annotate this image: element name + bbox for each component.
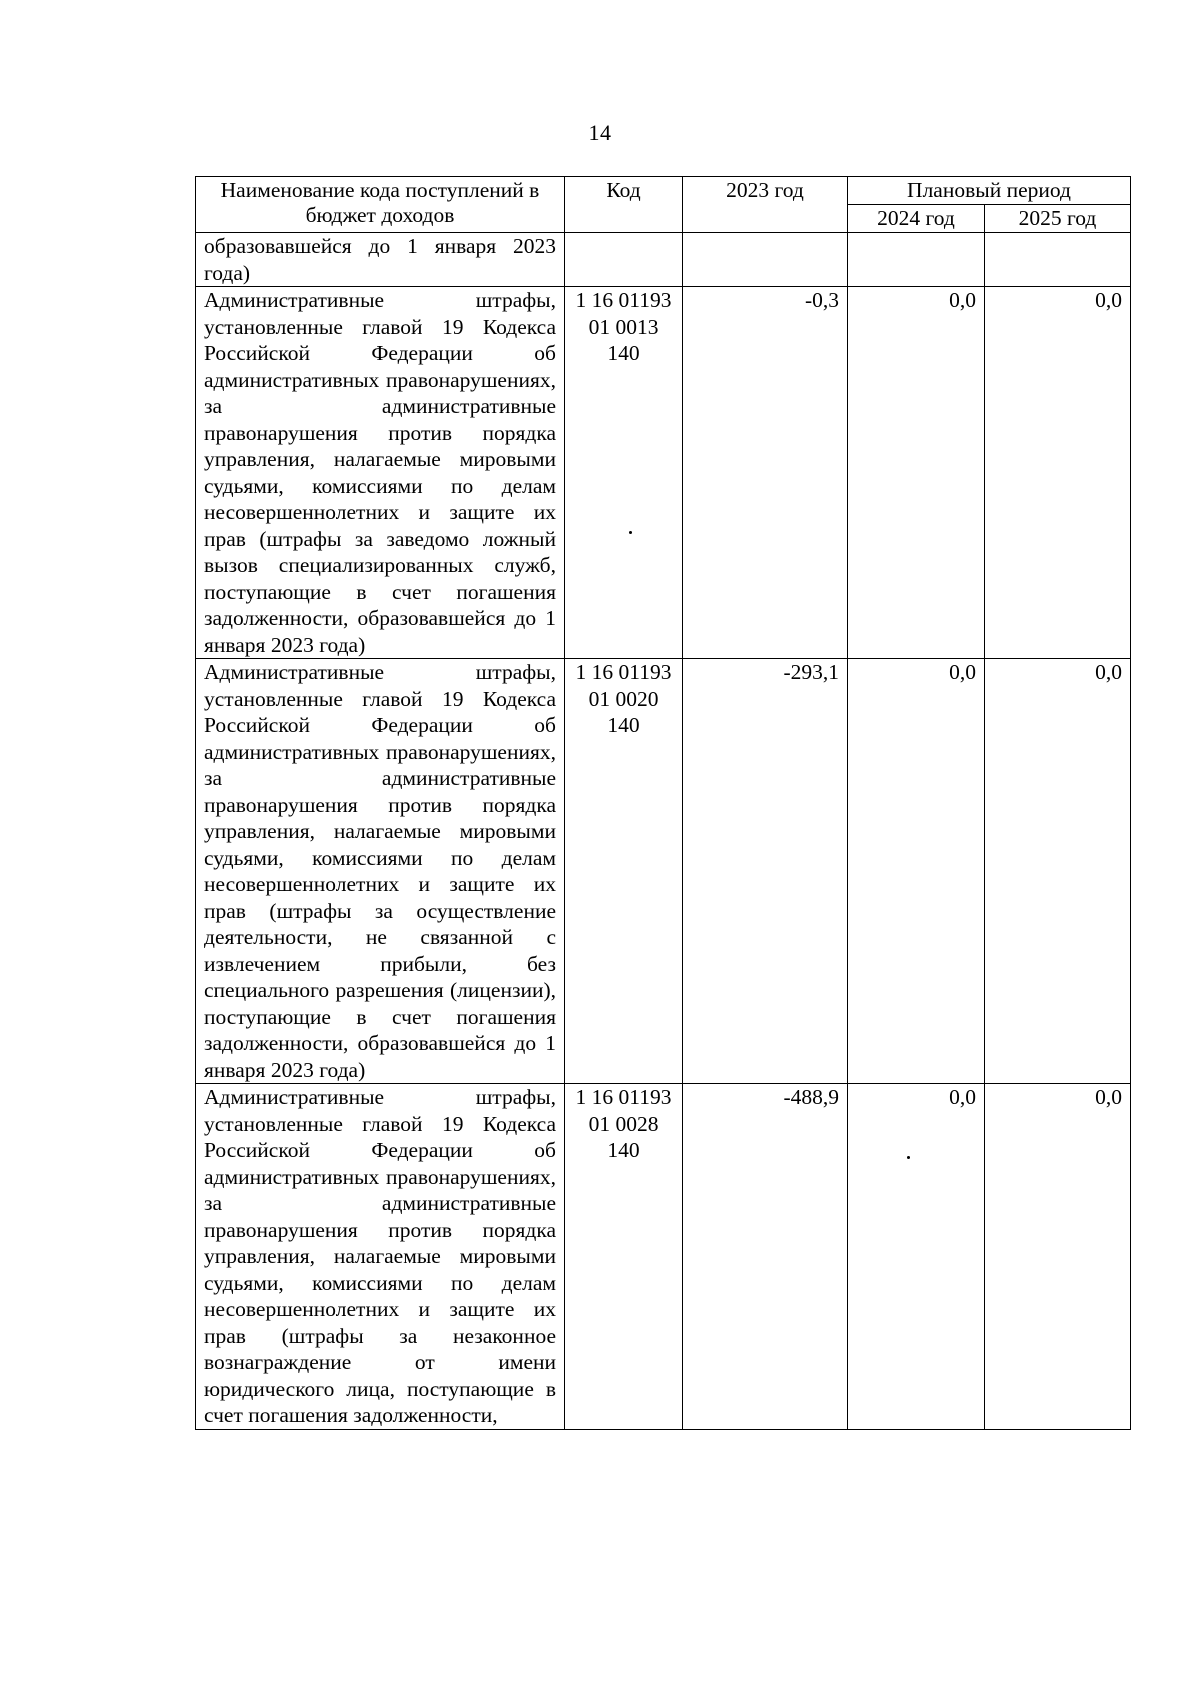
row-2023: -488,9 [683,1084,848,1430]
scan-speck [629,531,632,534]
table-row [196,659,1131,1084]
header-2024: 2024 год [848,205,985,233]
header-2023: 2023 год [683,177,848,233]
revenue-table [195,176,1131,1430]
row-name: Административные штрафы, установленные главой 19 Кодекса Российской Федерации об административных правонарушениях, за административные правонарушения против порядка управления, налагаемые мировыми судьями, комиссиями по делам несовершеннолетних и защите их прав (штрафы за осуществление деятельности, не связанной с извлечением прибыли, без специального разрешения (лицензии), поступающие в счет погашения задолженности, образовавшейся до 1 января 2023 года) [196,659,565,1084]
row-2024: 0,0 [848,659,985,1084]
row-2023: -0,3 [683,287,848,659]
row-code: 1 16 01193 01 0013 140 [565,287,683,659]
table-row [196,233,1131,287]
header-plan-period: Плановый период [848,177,1131,205]
row-2024: 0,0 [848,1084,985,1430]
row-name: Административные штрафы, установленные главой 19 Кодекса Российской Федерации об административных правонарушениях, за административные правонарушения против порядка управления, налагаемые мировыми судьями, комиссиями по делам несовершеннолетних и защите их прав (штрафы за незаконное вознаграждение от имени юридического лица, поступающие в счет погашения задолженности, [196,1084,565,1430]
row-name: Административные штрафы, установленные главой 19 Кодекса Российской Федерации об административных правонарушениях, за административные правонарушения против порядка управления, налагаемые мировыми судьями, комиссиями по делам несовершеннолетних и защите их прав (штрафы за заведомо ложный вызов специализированных служб, поступающие в счет погашения задолженности, образовавшейся до 1 января 2023 года) [196,287,565,659]
row-2025 [985,233,1131,287]
row-name: образовавшейся до 1 января 2023 года) [196,233,565,287]
row-code [565,233,683,287]
row-2025: 0,0 [985,287,1131,659]
scan-speck [907,1156,910,1159]
row-2024: 0,0 [848,287,985,659]
page-number: 14 [588,120,612,145]
header-2025: 2025 год [985,205,1131,233]
table-header-row [196,177,1131,205]
table-row [196,1084,1131,1430]
row-2024 [848,233,985,287]
header-code: Код [565,177,683,233]
row-2023: -293,1 [683,659,848,1084]
row-2023 [683,233,848,287]
header-name: Наименование кода поступлений в бюджет доходов [196,177,565,233]
row-code: 1 16 01193 01 0028 140 [565,1084,683,1430]
row-2025: 0,0 [985,1084,1131,1430]
row-code: 1 16 01193 01 0020 140 [565,659,683,1084]
table-row [196,287,1131,659]
row-2025: 0,0 [985,659,1131,1084]
